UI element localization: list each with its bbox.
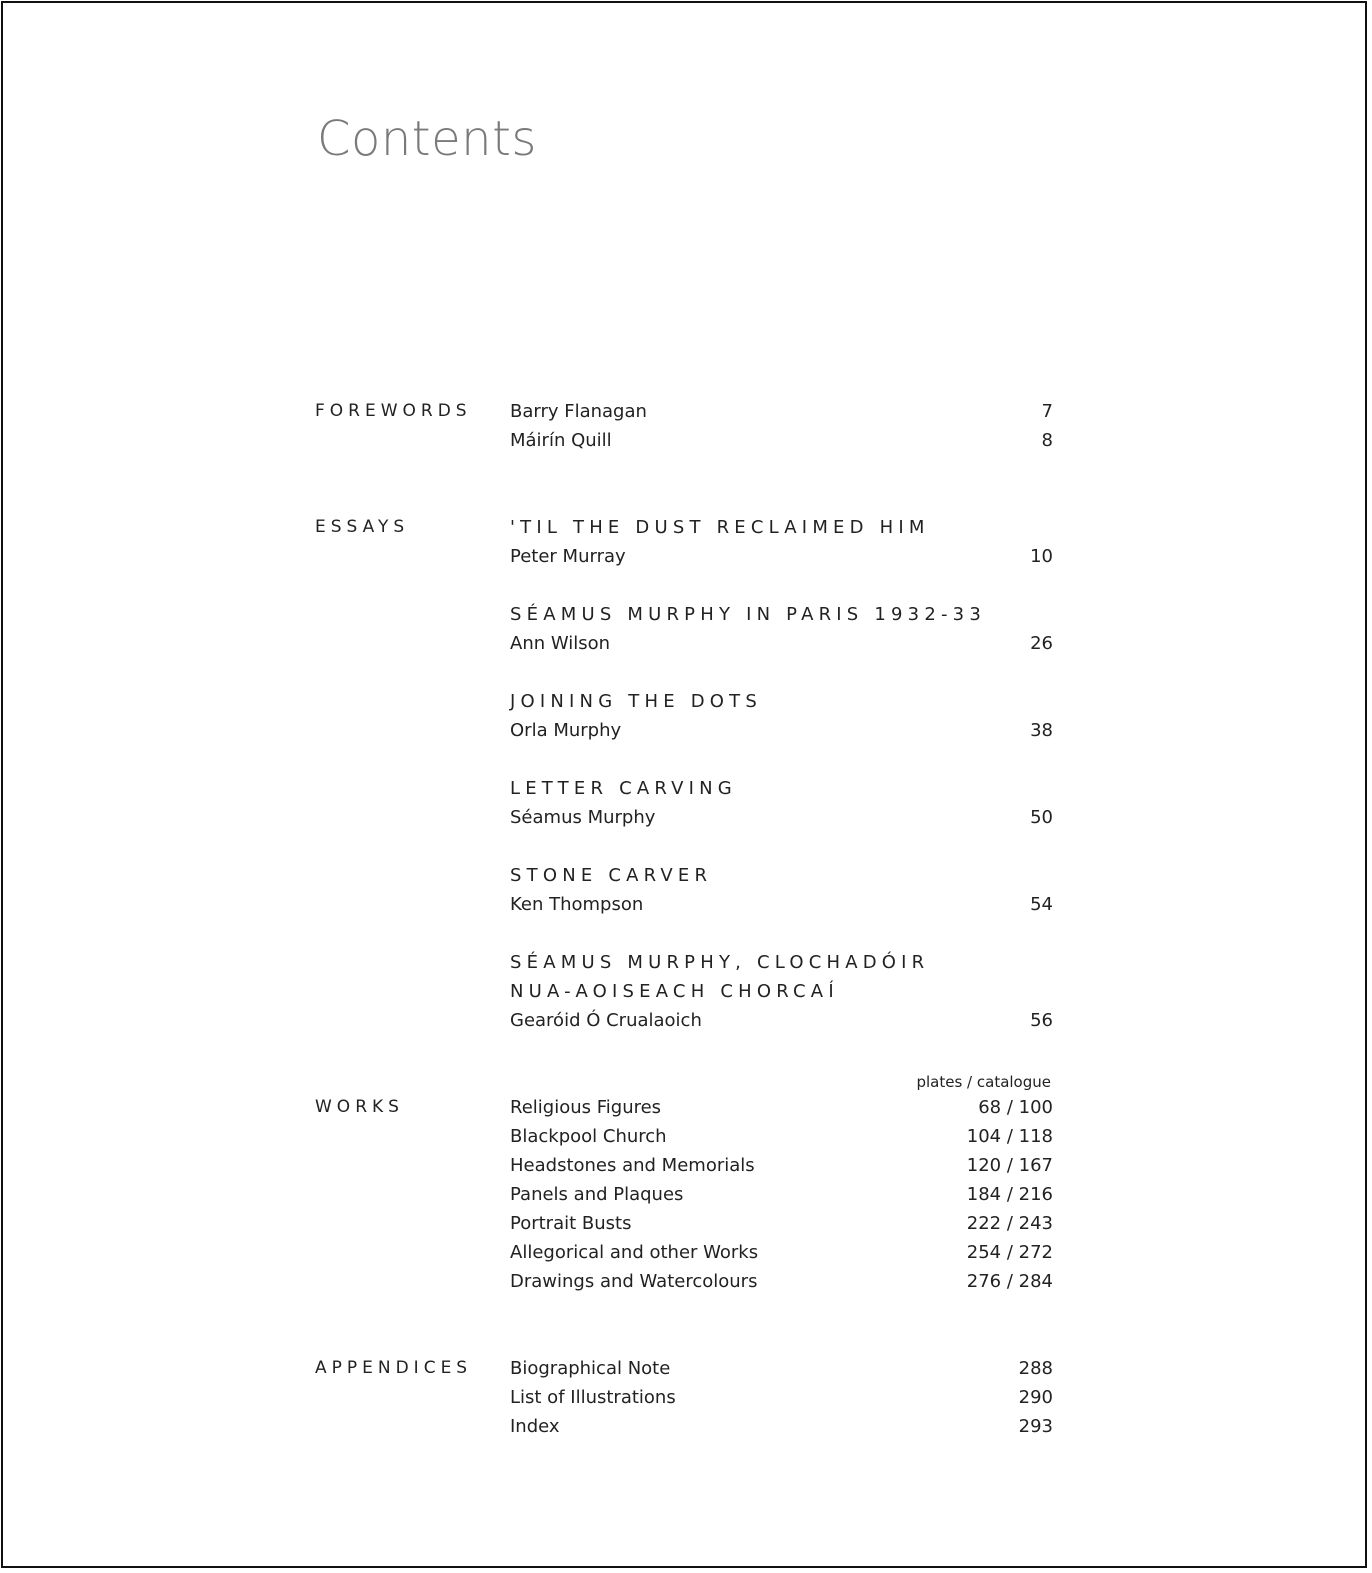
page-title: Contents [317,111,537,167]
essay-title: 'TIL THE DUST RECLAIMED HIM [510,517,930,538]
essay-page: 38 [1030,720,1053,741]
works-pages: 222 / 243 [966,1213,1053,1234]
essay-title: LETTER CARVING [510,778,737,799]
foreword-author: Barry Flanagan [510,401,647,422]
appendix-page: 293 [1018,1416,1053,1437]
works-title: Drawings and Watercolours [510,1271,758,1292]
works-title: Headstones and Memorials [510,1155,755,1176]
works-title: Allegorical and other Works [510,1242,759,1263]
works-pages: 104 / 118 [966,1126,1053,1147]
foreword-author: Máirín Quill [510,430,612,451]
essay-author: Peter Murray [510,546,626,567]
section-label-works: WORKS [315,1097,404,1117]
essay-author: Ken Thompson [510,894,644,915]
essay-title: STONE CARVER [510,865,713,886]
works-title: Religious Figures [510,1097,662,1118]
appendix-title: Biographical Note [510,1358,671,1379]
essay-title: SÉAMUS MURPHY IN PARIS 1932-33 [510,604,986,625]
contents-page [1,1,1367,1568]
section-label-forewords: FOREWORDS [315,401,472,421]
works-title: Blackpool Church [510,1126,667,1147]
essay-page: 54 [1030,894,1053,915]
essay-author: Séamus Murphy [510,807,656,828]
appendix-page: 288 [1018,1358,1053,1379]
works-pages: 254 / 272 [966,1242,1053,1263]
essay-title: NUA-AOISEACH CHORCAÍ [510,981,839,1002]
foreword-page: 8 [1041,430,1053,451]
appendix-title: List of Illustrations [510,1387,676,1408]
essay-title: SÉAMUS MURPHY, CLOCHADÓIR [510,952,930,973]
essay-page: 50 [1030,807,1053,828]
essay-author: Gearóid Ó Crualaoich [510,1010,702,1031]
essay-author: Ann Wilson [510,633,611,654]
section-label-essays: ESSAYS [315,517,410,537]
works-pages: 68 / 100 [978,1097,1053,1118]
essay-page: 26 [1030,633,1053,654]
pages-caption: plates / catalogue [916,1073,1051,1091]
essay-author: Orla Murphy [510,720,622,741]
works-title: Portrait Busts [510,1213,632,1234]
essay-title: JOINING THE DOTS [510,691,762,712]
works-title: Panels and Plaques [510,1184,684,1205]
works-pages: 184 / 216 [966,1184,1053,1205]
essay-page: 10 [1030,546,1053,567]
foreword-page: 7 [1041,401,1053,422]
section-label-appendices: APPENDICES [315,1358,473,1378]
works-pages: 120 / 167 [966,1155,1053,1176]
essay-page: 56 [1030,1010,1053,1031]
works-pages: 276 / 284 [966,1271,1053,1292]
appendix-title: Index [510,1416,560,1437]
appendix-page: 290 [1018,1387,1053,1408]
